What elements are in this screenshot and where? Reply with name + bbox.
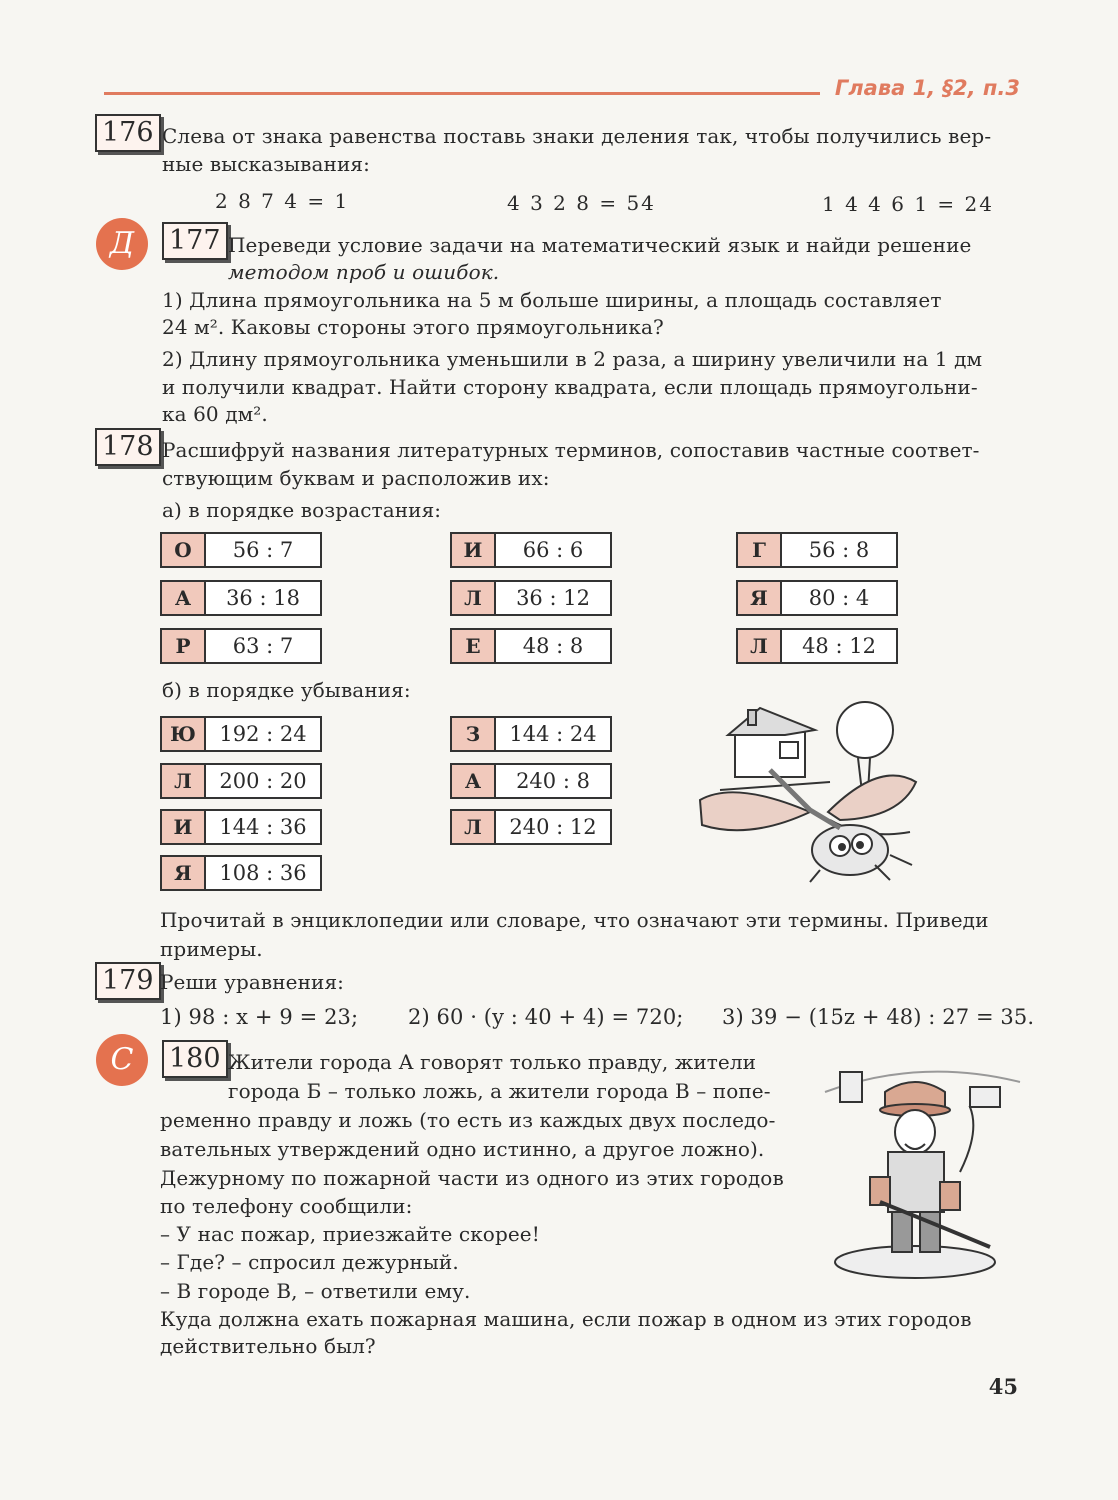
card-letter: Г xyxy=(738,534,782,566)
card-expression: 200 : 20 xyxy=(219,769,307,793)
letter-card xyxy=(450,763,612,799)
card-letter: Ю xyxy=(162,718,206,750)
task-180-line-10: Куда должна ехать пожарная машина, если пожар в одном из этих городов xyxy=(160,1307,972,1331)
task-178-a-label: а) в порядке возрастания: xyxy=(162,498,442,522)
letter-card xyxy=(160,628,322,664)
card-expression: 240 : 8 xyxy=(516,769,590,793)
card-expression: 80 : 4 xyxy=(808,586,870,610)
chapter-heading: Глава 1, §2, п.3 xyxy=(834,76,1020,100)
letter-card xyxy=(450,580,612,616)
card-expression: 48 : 12 xyxy=(802,634,876,658)
firefighter-illustration xyxy=(820,1052,1030,1282)
card-expression: 56 : 7 xyxy=(232,538,294,562)
task-number-180: 180 xyxy=(162,1040,228,1078)
card-expression: 36 : 18 xyxy=(226,586,300,610)
task-178-b-label: б) в порядке убывания: xyxy=(162,678,411,702)
letter-card xyxy=(450,532,612,568)
card-expression: 108 : 36 xyxy=(219,861,307,885)
task-180-line-4: вательных утверждений одно истинно, а другое ложно). xyxy=(160,1137,765,1161)
task-178-text-2: ствующим буквам и расположив их: xyxy=(162,466,550,490)
task-177-part1-line2: 24 м². Каковы стороны этого прямоугольника? xyxy=(162,315,664,339)
letter-card xyxy=(160,532,322,568)
card-letter: Л xyxy=(738,630,782,662)
card-letter: З xyxy=(452,718,496,750)
task-177-part2-line2: и получили квадрат. Найти сторону квадрата, если площадь прямоугольни- xyxy=(162,375,978,399)
task-177-text-1: Переведи условие задачи на математический язык и найди решение xyxy=(228,233,972,257)
card-expression: 144 : 36 xyxy=(219,815,307,839)
letter-card xyxy=(450,809,612,845)
task-178-after-1: Прочитай в энциклопедии или словаре, что означают эти термины. Приведи xyxy=(160,908,989,932)
task-177-part2-line3: ка 60 дм². xyxy=(162,402,268,426)
card-letter: Л xyxy=(452,811,496,843)
card-expression: 56 : 8 xyxy=(808,538,870,562)
task-178-text-1: Расшифруй названия литературных терминов, сопоставив частные соответ- xyxy=(162,438,980,462)
level-badge-d: Д xyxy=(96,218,148,270)
letter-card xyxy=(160,716,322,752)
task-180-line-2: города Б – только ложь, а жители города В – попе- xyxy=(228,1079,771,1103)
letter-card xyxy=(160,809,322,845)
card-letter: Я xyxy=(162,857,206,889)
task-number-178: 178 xyxy=(95,428,161,466)
task-180-line-7: – У нас пожар, приезжайте скорее! xyxy=(160,1222,540,1246)
task-178-after-2: примеры. xyxy=(160,937,263,961)
task-176-expr-1: 2 8 7 4 = 1 xyxy=(215,189,350,213)
card-letter: И xyxy=(162,811,206,843)
card-expression: 192 : 24 xyxy=(219,722,307,746)
card-letter: Л xyxy=(162,765,206,797)
task-number-177: 177 xyxy=(162,222,228,260)
level-badge-c: С xyxy=(96,1034,148,1086)
letter-card xyxy=(736,532,898,568)
task-179-eq-3: 3) 39 − (15z + 48) : 27 = 35. xyxy=(722,1005,1035,1029)
task-176-text-2: ные высказывания: xyxy=(162,152,370,176)
card-letter: О xyxy=(162,534,206,566)
letter-card xyxy=(736,628,898,664)
card-expression: 63 : 7 xyxy=(232,634,294,658)
card-letter: Р xyxy=(162,630,206,662)
task-180-line-11: действительно был? xyxy=(160,1334,376,1358)
header-rule xyxy=(104,92,820,95)
task-176-expr-3: 1 4 4 6 1 = 24 xyxy=(822,192,994,216)
letter-card xyxy=(450,716,612,752)
task-176-expr-2: 4 3 2 8 = 54 xyxy=(507,191,656,215)
task-180-line-1: Жители города А говорят только правду, жители xyxy=(228,1050,757,1074)
card-expression: 48 : 8 xyxy=(522,634,584,658)
task-180-line-5: Дежурному по пожарной части из одного из этих городов xyxy=(160,1166,784,1190)
dragonfly-illustration xyxy=(690,700,930,885)
card-letter: А xyxy=(452,765,496,797)
card-expression: 240 : 12 xyxy=(509,815,597,839)
card-expression: 144 : 24 xyxy=(509,722,597,746)
task-177-part1-line1: 1) Длина прямоугольника на 5 м больше ширины, а площадь составляет xyxy=(162,288,942,312)
letter-card xyxy=(160,763,322,799)
task-180-line-8: – Где? – спросил дежурный. xyxy=(160,1250,459,1274)
task-179-title: Реши уравнения: xyxy=(160,970,345,994)
page-number: 45 xyxy=(988,1374,1018,1399)
letter-card xyxy=(160,580,322,616)
task-180-line-6: по телефону сообщили: xyxy=(160,1194,413,1218)
letter-card xyxy=(450,628,612,664)
task-180-line-9: – В городе В, – ответили ему. xyxy=(160,1279,471,1303)
task-180-line-3: ременно правду и ложь (то есть из каждых двух последо- xyxy=(160,1108,776,1132)
card-letter: Я xyxy=(738,582,782,614)
card-letter: Л xyxy=(452,582,496,614)
task-176-text-1: Слева от знака равенства поставь знаки деления так, чтобы получились вер- xyxy=(162,124,992,148)
task-177-text-2: методом проб и ошибок. xyxy=(228,260,500,284)
card-letter: Е xyxy=(452,630,496,662)
task-number-179: 179 xyxy=(95,962,161,1000)
card-expression: 36 : 12 xyxy=(516,586,590,610)
card-expression: 66 : 6 xyxy=(522,538,584,562)
task-number-176: 176 xyxy=(95,114,161,152)
task-179-eq-2: 2) 60 · (y : 40 + 4) = 720; xyxy=(408,1005,684,1029)
task-177-part2-line1: 2) Длину прямоугольника уменьшили в 2 раза, а ширину увеличили на 1 дм xyxy=(162,347,983,371)
letter-card xyxy=(736,580,898,616)
task-179-eq-1: 1) 98 : x + 9 = 23; xyxy=(160,1005,359,1029)
letter-card xyxy=(160,855,322,891)
card-letter: А xyxy=(162,582,206,614)
card-letter: И xyxy=(452,534,496,566)
